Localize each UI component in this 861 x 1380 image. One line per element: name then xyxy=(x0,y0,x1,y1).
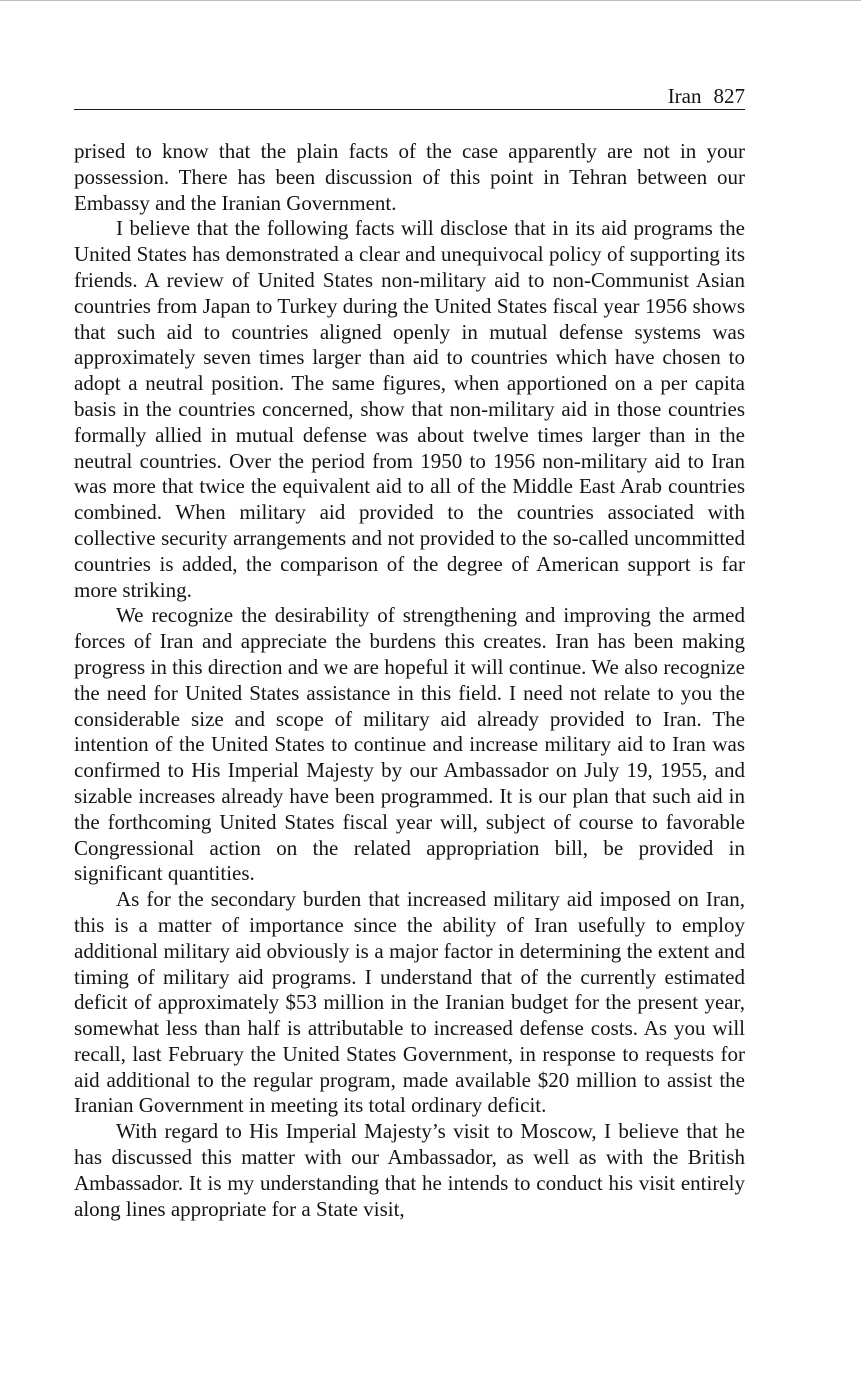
paragraph-continued: prised to know that the plain facts of the case apparently are not in your possession. There has been discussion of this point in Tehran between our Embassy and the Iranian Government. xyxy=(74,139,745,215)
paragraph-aid-programs: I believe that the following facts will disclose that in its aid programs the United States has demonstrated a clear and unequivocal policy of supporting its friends. A review of United States non-military aid to non-Communist Asian countries from Japan to Turkey during the United States fiscal year 1956 shows that such aid to countries aligned openly in mutual defense systems was approximately seven times larger than aid to countries which have chosen to adopt a neutral position. The same figures, when apportioned on a per capita basis in the countries concerned, show that non-military aid in those countries formally allied in mutual defense was about twelve times larger than in the neutral countries. Over the period from 1950 to 1956 non-military aid to Iran was more that twice the equivalent aid to all of the Middle East Arab countries combined. When military aid provided to the countries associated with collective security arrangements and not provided to the so-called uncommitted countries is added, the comparison of the degree of American support is far more striking. xyxy=(74,216,745,602)
paragraph-moscow-visit: With regard to His Imperial Majesty’s visit to Moscow, I believe that he has discussed this matter with our Ambassador, as well as with the British Ambassador. It is my understanding that he intends to conduct his visit entirely along lines appropriate for a State visit, xyxy=(74,1119,745,1221)
running-header xyxy=(74,84,745,110)
header-text xyxy=(668,84,745,109)
section-title: Iran xyxy=(667,84,702,108)
paragraph-armed-forces: We recognize the desirability of strengthening and improving the armed forces of Iran and appreciate the burdens this creates. Iran has been making progress in this direction and we are hopeful it will continue. We also recognize the need for United States assistance in this field. I need not relate to you the considerable size and scope of military aid already provided to Iran. The intention of the United States to continue and increase military aid to Iran was confirmed to His Imperial Majesty by our Ambassador on July 19, 1955, and sizable increases already have been programmed. It is our plan that such aid in the forthcoming United States fiscal year will, subject of course to favorable Congressional action on the related appropriation bill, be provided in significant quantities. xyxy=(74,603,745,886)
body-text xyxy=(74,139,745,1222)
page-top-edge xyxy=(0,0,861,1)
paragraph-secondary-burden: As for the secondary burden that increased military aid imposed on Iran, this is a matter of importance since the ability of Iran usefully to employ additional military aid obviously is a major factor in determining the extent and timing of military aid programs. I understand that of the currently estimated deficit of approximately $53 million in the Iranian budget for the present year, somewhat less than half is attributable to increased defense costs. As you will recall, last February the United States Government, in response to requests for aid additional to the regular program, made available $20 million to assist the Iranian Government in meeting its total ordinary deficit. xyxy=(74,887,745,1118)
page-number: 827 xyxy=(713,84,745,108)
